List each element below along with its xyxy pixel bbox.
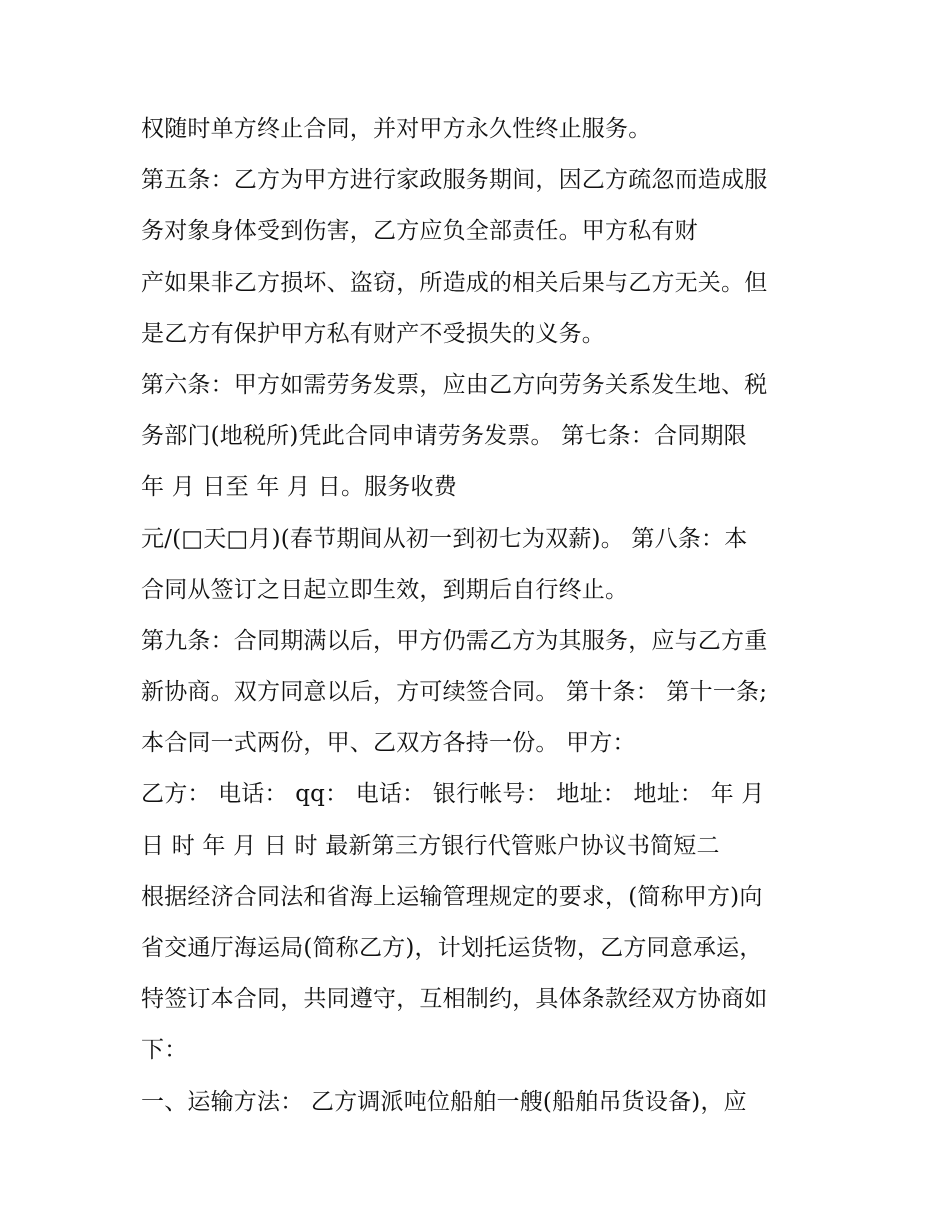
text-line: 省交通厅海运局(简称乙方)，计划托运货物，乙方同意承运， [141, 935, 763, 961]
text-line: 乙方： 电话： qq： 电话： 银行帐号： 地址： 地址： 年 月 [141, 781, 765, 808]
text-line: 一、运输方法： 乙方调派吨位船舶一艘(船舶吊货设备)，应 [141, 1088, 747, 1115]
text-line: 第六条：甲方如需劳务发票，应由乙方向劳务关系发生地、税 [141, 371, 768, 398]
text-line: 本合同一式两份，甲、乙双方各持一份。 甲方： [141, 730, 636, 757]
text-line: 元/(□天□月)(春节期间从初一到初七为双薪)。 第八条：本 [141, 525, 748, 552]
text-line: 合同从签订之日起立即生效，到期后自行终止。 [141, 576, 629, 603]
text-line: 第九条：合同期满以后，甲方仍需乙方为其服务，应与乙方重 [141, 627, 768, 654]
text-line: 下： [141, 1037, 188, 1064]
text-line: 第五条：乙方为甲方进行家政服务期间，因乙方疏忽而造成服 [141, 167, 768, 194]
text-line: 根据经济合同法和省海上运输管理规定的要求，(简称甲方)向 [141, 883, 763, 910]
text-line: 日 时 年 月 日 时 最新第三方银行代管账户协议书简短二 [141, 832, 720, 859]
text-line: 权随时单方终止合同，并对甲方永久性终止服务。 [141, 116, 652, 142]
text-line: 是乙方有保护甲方私有财产不受损失的义务。 [141, 320, 605, 347]
text-line: 务部门(地税所)凭此合同申请劳务发票。 第七条：合同期限 [141, 423, 747, 450]
text-line: 务对象身体受到伤害，乙方应负全部责任。甲方私有财 [141, 218, 698, 245]
text-line: 产如果非乙方损坏、盗窃，所造成的相关后果与乙方无关。但 [141, 269, 768, 296]
text-line: 新协商。双方同意以后，方可续签合同。 第十条： 第十一条; [141, 679, 768, 706]
text-line: 特签订本合同，共同遵守，互相制约，具体条款经双方协商如 [141, 986, 768, 1013]
text-line: 年 月 日至 年 月 日。服务收费 [141, 474, 457, 501]
document-body [141, 104, 831, 1128]
